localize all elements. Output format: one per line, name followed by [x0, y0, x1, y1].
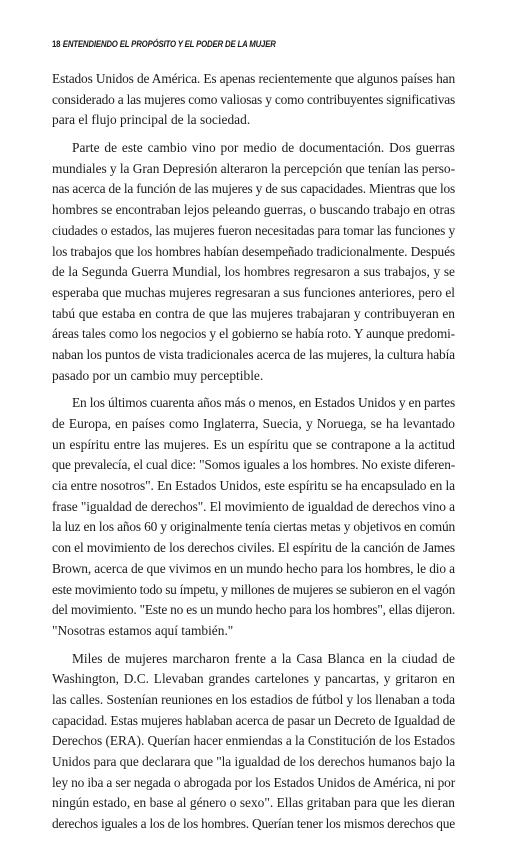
text-line: cia entre nosotros". En Estados Unidos, este espíritu se ha encapsulado en la [52, 478, 455, 494]
paragraph-1 [52, 69, 455, 131]
text-line: ley no iba a ser negada o abrogada por los Estados Unidos de América, ni por [52, 774, 455, 790]
text-line: tabú que estaba en contra de que las mujeres trabajaran y contribuyeran en [52, 305, 455, 321]
running-head [52, 39, 276, 50]
text-line: de Europa, en países como Inglaterra, Suecia, y Noruega, se ha levantado [52, 416, 455, 431]
text-line: para el flujo principal de la sociedad. [52, 112, 251, 128]
text-line: áreas tales como los negocios y el gobierno se había roto. Y aunque predomi- [52, 326, 455, 342]
text-line: pasado por un cambio muy perceptible. [52, 367, 264, 383]
text-line: la luz en los años 60 y originalmente tenía ciertas metas y objetivos en común [52, 519, 455, 535]
text-line: Estados Unidos de América. Es apenas recientemente que algunos países han [52, 71, 455, 86]
paragraph-2 [52, 138, 455, 386]
text-line: las calles. Sostenían reuniones en los estadios de fútbol y los llenaban a toda [52, 691, 455, 707]
text-line: con el movimiento de los derechos civiles. El espíritu de la canción de James [52, 540, 455, 556]
text-line: nas acerca de la función de las mujeres y de sus capacidades. Mientras que los [52, 181, 455, 197]
text-line: frase "igualdad de derechos". El movimiento de igualdad de derechos vino a [52, 498, 455, 514]
page-number: 18 [52, 39, 61, 50]
text-line: Miles de mujeres marcharon frente a la Casa Blanca en la ciudad de [72, 650, 455, 666]
text-line: Unidos para que declarara que "la igualdad de los derechos humanos bajo la [52, 754, 455, 769]
text-line: que prevalecía, el cual dice: "Somos iguales a los hombres. No existe diferen- [52, 457, 456, 473]
text-line: ningún estado, en base al género o sexo". Ellas gritaban para que les dieran [52, 795, 455, 811]
text-line: Washington, D.C. Llevaban grandes cartelones y pancartas, y gritaron en [52, 671, 455, 687]
text-line: hombres se encontraban lejos peleando guerras, o buscando trabajo en otras [52, 202, 455, 218]
paragraph-4 [52, 649, 455, 835]
text-line: de la Segunda Guerra Mundial, los hombres regresaron a sus trabajos, y se [52, 264, 455, 280]
text-line: ciudades o estados, las mujeres fueron necesitadas para tomar las funciones y [52, 222, 455, 238]
text-line: considerado a las mujeres como valiosas y como contribuyentes significativas [52, 91, 455, 107]
text-line: esperaba que muchas mujeres regresaran a sus funciones anteriores, pero el [52, 284, 456, 300]
text-line: mundiales y la Gran Depresión alteraron la percepción que tenían las perso- [52, 160, 455, 176]
text-line: un espíritu entre las mujeres. Es un espíritu que se contrapone a la actitud [52, 436, 455, 452]
text-line: derechos iguales a los de los hombres. Querían tener los mismos derechos que [52, 816, 455, 832]
text-line: "Nosotras estamos aquí también." [52, 622, 234, 638]
text-line: naban los puntos de vista tradicionales acerca de las mujeres, la cultura había [52, 346, 455, 362]
text-line: capacidad. Estas mujeres hablaban acerca de pasar un Decreto de Igualdad de [52, 712, 455, 728]
text-line: En los últimos cuarenta años más o menos, en Estados Unidos y en partes [72, 395, 455, 411]
text-line: Parte de este cambio vino por medio de documentación. Dos guerras [72, 140, 455, 156]
text-line: Derechos (ERA). Querían hacer enmiendas a la Constitución de los Estados [52, 733, 455, 749]
running-title: ENTENDIENDO EL PROPÓSITO Y EL PODER DE LA MUJER [62, 39, 276, 50]
body-text [52, 69, 455, 842]
text-line: los trabajos que los hombres habían desempeñado tradicionalmente. Después [52, 243, 455, 259]
paragraph-3 [52, 393, 455, 641]
text-line: del movimiento. "Este no es un mundo hecho para los hombres", ellas dijeron. [52, 602, 455, 618]
text-line: Brown, acerca de que vivimos en un mundo hecho para los hombres, le dio a [52, 560, 455, 576]
text-line: este movimiento todo su ímpetu, y millones de mujeres se subieron en el vagón [52, 581, 455, 597]
